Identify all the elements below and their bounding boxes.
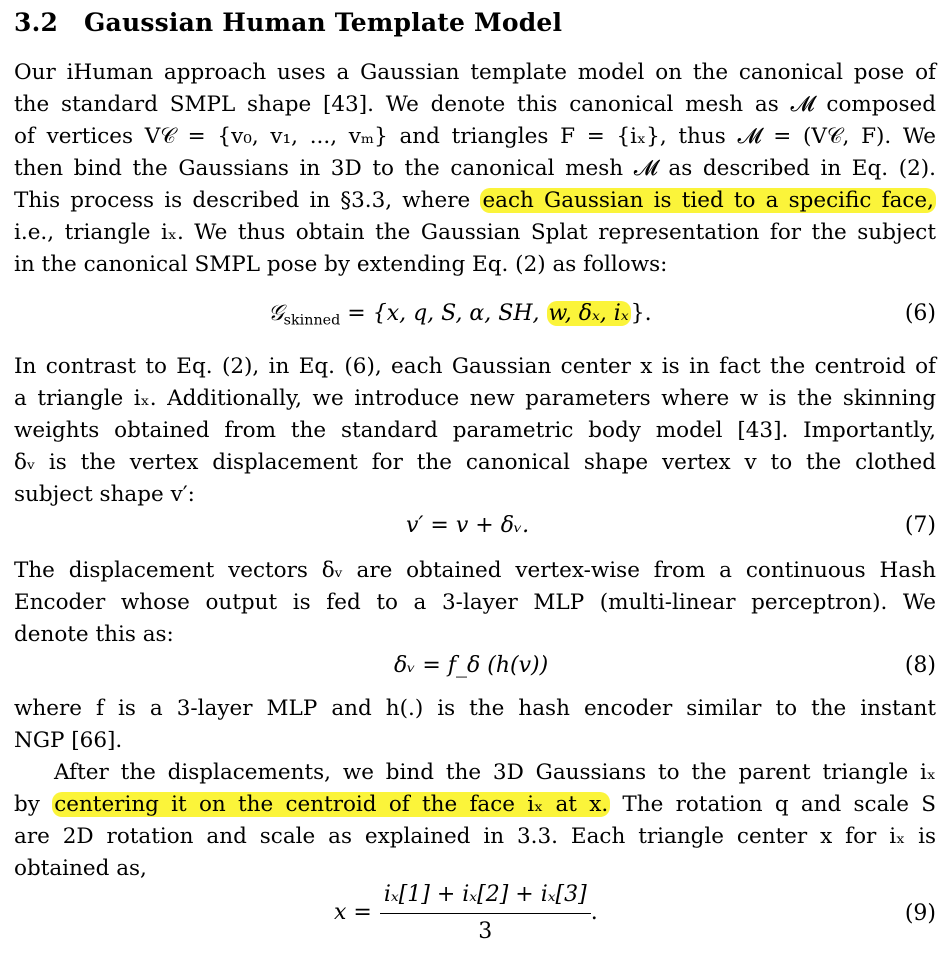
p1-line-3: of vertices V𝒞 = {v₀, v₁, ..., vₘ} and triangles F = {iₓ}, thus 𝓜 = (V𝒞, F). We xyxy=(14,124,936,149)
p3-line-2: Encoder whose output is fed to a 3-layer MLP (multi-linear perceptron). We xyxy=(14,590,936,615)
eq8-number: (8) xyxy=(904,653,936,678)
p5-line-3: are 2D rotation and scale as explained in 3.3. Each triangle center x for iₓ is xyxy=(14,824,936,849)
section-title: Gaussian Human Template Model xyxy=(84,8,563,37)
eq6-rhs-b: }. xyxy=(630,301,652,326)
eq6-lhs: 𝒢 xyxy=(268,301,284,326)
p2-line-5: subject shape v′: xyxy=(14,482,195,507)
p5-line-2 xyxy=(14,790,936,820)
p1-line-2: the standard SMPL shape [43]. We denote this canonical mesh as 𝓜 composed xyxy=(14,92,936,117)
eq6-number: (6) xyxy=(904,301,936,326)
p3-line-3: denote this as: xyxy=(14,622,174,647)
p5-line-2-by: by xyxy=(14,792,40,817)
p5-line-2-rest: The rotation q and scale S xyxy=(622,792,936,817)
section-heading xyxy=(14,8,562,37)
eq7-number: (7) xyxy=(904,513,936,538)
eq9-fraction xyxy=(380,879,591,948)
eq9-denominator: 3 xyxy=(478,918,493,944)
p2-line-3: weights obtained from the standard parametric body model [43]. Importantly, xyxy=(14,418,936,443)
p2-line-4: δᵥ is the vertex displacement for the canonical shape vertex v to the clothed xyxy=(14,450,936,475)
p5-line-1: After the displacements, we bind the 3D Gaussians to the parent triangle iₓ xyxy=(54,760,936,785)
highlight-eq6-params: w, δₓ, iₓ xyxy=(548,301,629,326)
p1-line-5-text: This process is described in §3.3, where xyxy=(14,188,471,213)
p4-line-1: where f is a 3-layer MLP and h(.) is the hash encoder similar to the instant xyxy=(14,696,936,721)
p1-line-6: i.e., triangle iₓ. We thus obtain the Gaussian Splat representation for the subject xyxy=(14,220,936,245)
section-number: 3.2 xyxy=(14,8,59,37)
eq9-tail: . xyxy=(590,900,598,925)
p1-line-7: in the canonical SMPL pose by extending Eq. (2) as follows: xyxy=(14,252,668,277)
eq8-body: δᵥ = f_δ (h(v)) xyxy=(394,653,549,678)
eq6-rhs-a: = {x, q, S, α, SH, xyxy=(340,301,540,326)
p3-line-1: The displacement vectors δᵥ are obtained vertex-wise from a continuous Hash xyxy=(14,558,936,583)
equation-9 xyxy=(14,880,936,950)
highlight-face-tie: each Gaussian is tied to a specific face, xyxy=(482,188,934,213)
p1-line-5 xyxy=(14,186,936,216)
eq9-number: (9) xyxy=(904,901,936,926)
p5-line-4: obtained as, xyxy=(14,856,147,881)
p1-line-1: Our iHuman approach uses a Gaussian template model on the canonical pose of xyxy=(14,60,936,85)
eq9-numerator: iₓ[1] + iₓ[2] + iₓ[3] xyxy=(380,879,591,914)
p1-line-4: then bind the Gaussians in 3D to the canonical mesh 𝓜 as described in Eq. (2). xyxy=(14,156,936,181)
eq6-lhs-sub: skinned xyxy=(283,312,341,329)
highlight-centroid: centering it on the centroid of the face iₓ at x. xyxy=(54,792,609,817)
p2-line-1: In contrast to Eq. (2), in Eq. (6), each Gaussian center x is in fact the centroid of xyxy=(14,354,936,379)
eq7-body: v′ = v + δᵥ. xyxy=(406,513,530,538)
p2-line-2: a triangle iₓ. Additionally, we introduce new parameters where w is the skinning xyxy=(14,386,936,411)
eq9-lhs: x = xyxy=(334,900,372,925)
p4-line-2: NGP [66]. xyxy=(14,728,123,753)
